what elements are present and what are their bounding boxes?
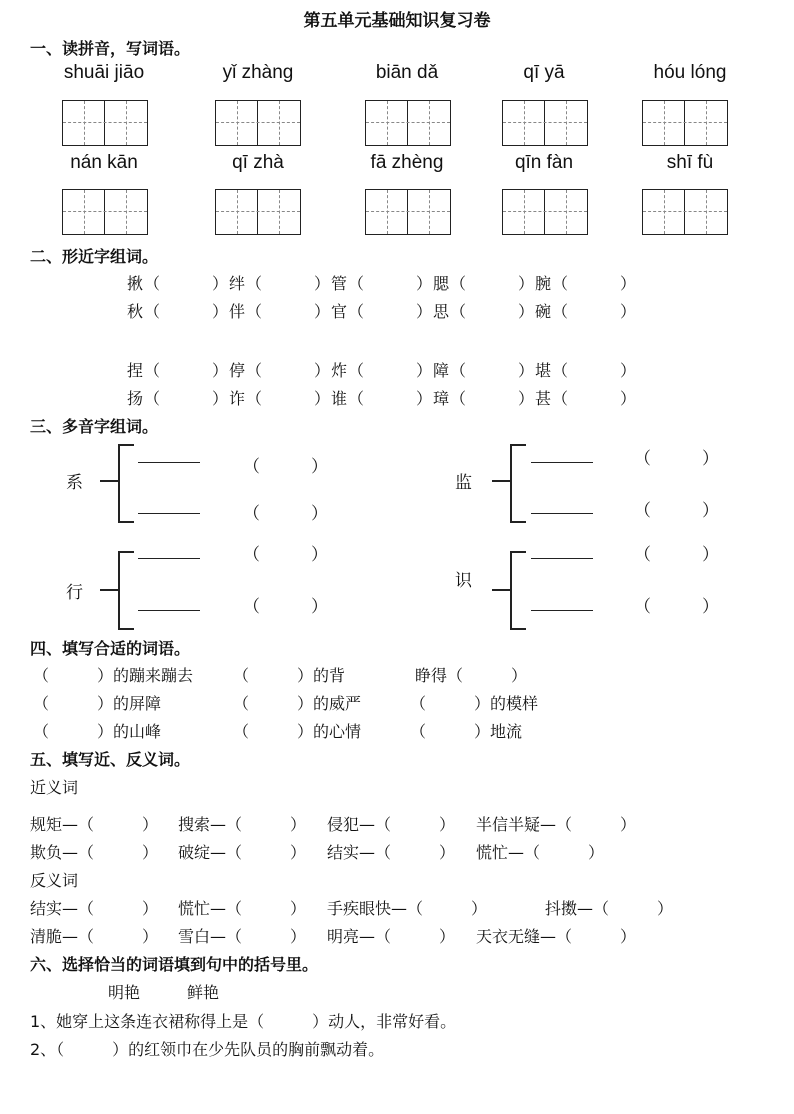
polyphone-char: 识	[455, 571, 472, 591]
fill-item[interactable]: （ ）的屏障	[33, 694, 162, 713]
answer-paren[interactable]: （ ）	[634, 597, 719, 617]
answer-line[interactable]	[531, 558, 593, 559]
fill-item[interactable]: （ ）的背	[233, 666, 346, 685]
answer-line[interactable]	[138, 610, 200, 611]
answer-line[interactable]	[138, 462, 200, 463]
pinyin: fā zhèng	[370, 152, 444, 173]
pinyin: shuāi jiāo	[63, 62, 145, 83]
answer-paren[interactable]: （ ）	[243, 457, 328, 477]
tianzige-box[interactable]	[502, 189, 588, 235]
fill-item[interactable]: 手疾眼快—（ ）	[327, 899, 488, 918]
question-1[interactable]: 1、她穿上这条连衣裙称得上是（ ）动人，非常好看。	[30, 1012, 457, 1031]
tianzige-box[interactable]	[62, 189, 148, 235]
tianzige-box[interactable]	[215, 100, 301, 146]
tianzige-box[interactable]	[642, 100, 728, 146]
word-group-line: 扬（ ）诈（ ）谁（ ）璋（ ）甚（ ）	[127, 389, 638, 408]
section-5-heading: 五、填写近、反义词。	[30, 750, 191, 769]
fill-item[interactable]: 慌忙—（ ）	[476, 843, 605, 862]
fill-item[interactable]: （ ）的模样	[410, 694, 539, 713]
pinyin: hóu lóng	[653, 62, 727, 83]
word-group-line: 捏（ ）停（ ）炸（ ）障（ ）堪（ ）	[127, 361, 638, 380]
fill-item[interactable]: 睁得（ ）	[415, 666, 528, 685]
section-6-heading: 六、选择恰当的词语填到句中的括号里。	[30, 955, 319, 974]
question-2[interactable]: 2、（ ）的红领巾在少先队员的胸前飘动着。	[30, 1040, 385, 1059]
polyphone-char: 监	[455, 473, 472, 493]
answer-line[interactable]	[531, 513, 593, 514]
pinyin: shī fù	[666, 152, 714, 173]
word-group-line: 揪（ ）绊（ ）管（ ）腮（ ）腕（ ）	[127, 274, 638, 293]
fill-item[interactable]: 侵犯—（ ）	[327, 815, 456, 834]
answer-line[interactable]	[138, 513, 200, 514]
word-group-line: 秋（ ）伴（ ）官（ ）思（ ）碗（ ）	[127, 302, 638, 321]
fill-item[interactable]: （ ）的蹦来蹦去	[33, 666, 194, 685]
answer-line[interactable]	[531, 462, 593, 463]
fill-item[interactable]: 慌忙—（ ）	[178, 899, 307, 918]
answer-line[interactable]	[138, 558, 200, 559]
fill-item[interactable]: 天衣无缝—（ ）	[476, 927, 637, 946]
section-1-heading: 一、读拼音，写词语。	[30, 39, 191, 58]
pinyin: qī zhà	[232, 152, 284, 173]
synonym-label: 近义词	[30, 778, 79, 797]
antonym-label: 反义词	[30, 871, 79, 890]
pinyin: nán kān	[70, 152, 138, 173]
fill-item[interactable]: （ ）的心情	[233, 722, 362, 741]
fill-item[interactable]: 半信半疑—（ ）	[476, 815, 637, 834]
polyphone-char: 系	[66, 473, 83, 493]
pinyin: biān dǎ	[375, 62, 439, 83]
fill-item[interactable]: （ ）的山峰	[33, 722, 162, 741]
tianzige-box[interactable]	[365, 189, 451, 235]
section-3-heading: 三、多音字组词。	[30, 417, 159, 436]
polyphone-char: 行	[66, 583, 83, 603]
tianzige-box[interactable]	[642, 189, 728, 235]
answer-paren[interactable]: （ ）	[243, 545, 328, 565]
answer-paren[interactable]: （ ）	[634, 449, 719, 469]
fill-item[interactable]: （ ）的威严	[233, 694, 362, 713]
fill-item[interactable]: 搜索—（ ）	[178, 815, 307, 834]
tianzige-box[interactable]	[502, 100, 588, 146]
fill-item[interactable]: 欺负—（ ）	[30, 843, 159, 862]
answer-paren[interactable]: （ ）	[243, 504, 328, 524]
option-word: 鲜艳	[187, 983, 220, 1002]
section-2-heading: 二、形近字组词。	[30, 247, 159, 266]
fill-item[interactable]: 结实—（ ）	[30, 899, 159, 918]
option-word: 明艳	[108, 983, 141, 1002]
tianzige-box[interactable]	[215, 189, 301, 235]
answer-paren[interactable]: （ ）	[243, 597, 328, 617]
answer-line[interactable]	[531, 610, 593, 611]
answer-paren[interactable]: （ ）	[634, 545, 719, 565]
tianzige-box[interactable]	[365, 100, 451, 146]
pinyin: qī yā	[523, 62, 565, 83]
fill-item[interactable]: 抖擞—（ ）	[545, 899, 674, 918]
section-4-heading: 四、填写合适的词语。	[30, 639, 191, 658]
fill-item[interactable]: 雪白—（ ）	[178, 927, 307, 946]
fill-item[interactable]: 清脆—（ ）	[30, 927, 159, 946]
fill-item[interactable]: 明亮—（ ）	[327, 927, 456, 946]
pinyin: yǐ zhàng	[222, 62, 294, 83]
answer-paren[interactable]: （ ）	[634, 501, 719, 521]
fill-item[interactable]: 规矩—（ ）	[30, 815, 159, 834]
tianzige-box[interactable]	[62, 100, 148, 146]
fill-item[interactable]: 结实—（ ）	[327, 843, 456, 862]
pinyin: qīn fàn	[514, 152, 574, 173]
fill-item[interactable]: （ ）地流	[410, 722, 523, 741]
page-title: 第五单元基础知识复习卷	[303, 11, 491, 31]
fill-item[interactable]: 破绽—（ ）	[178, 843, 307, 862]
